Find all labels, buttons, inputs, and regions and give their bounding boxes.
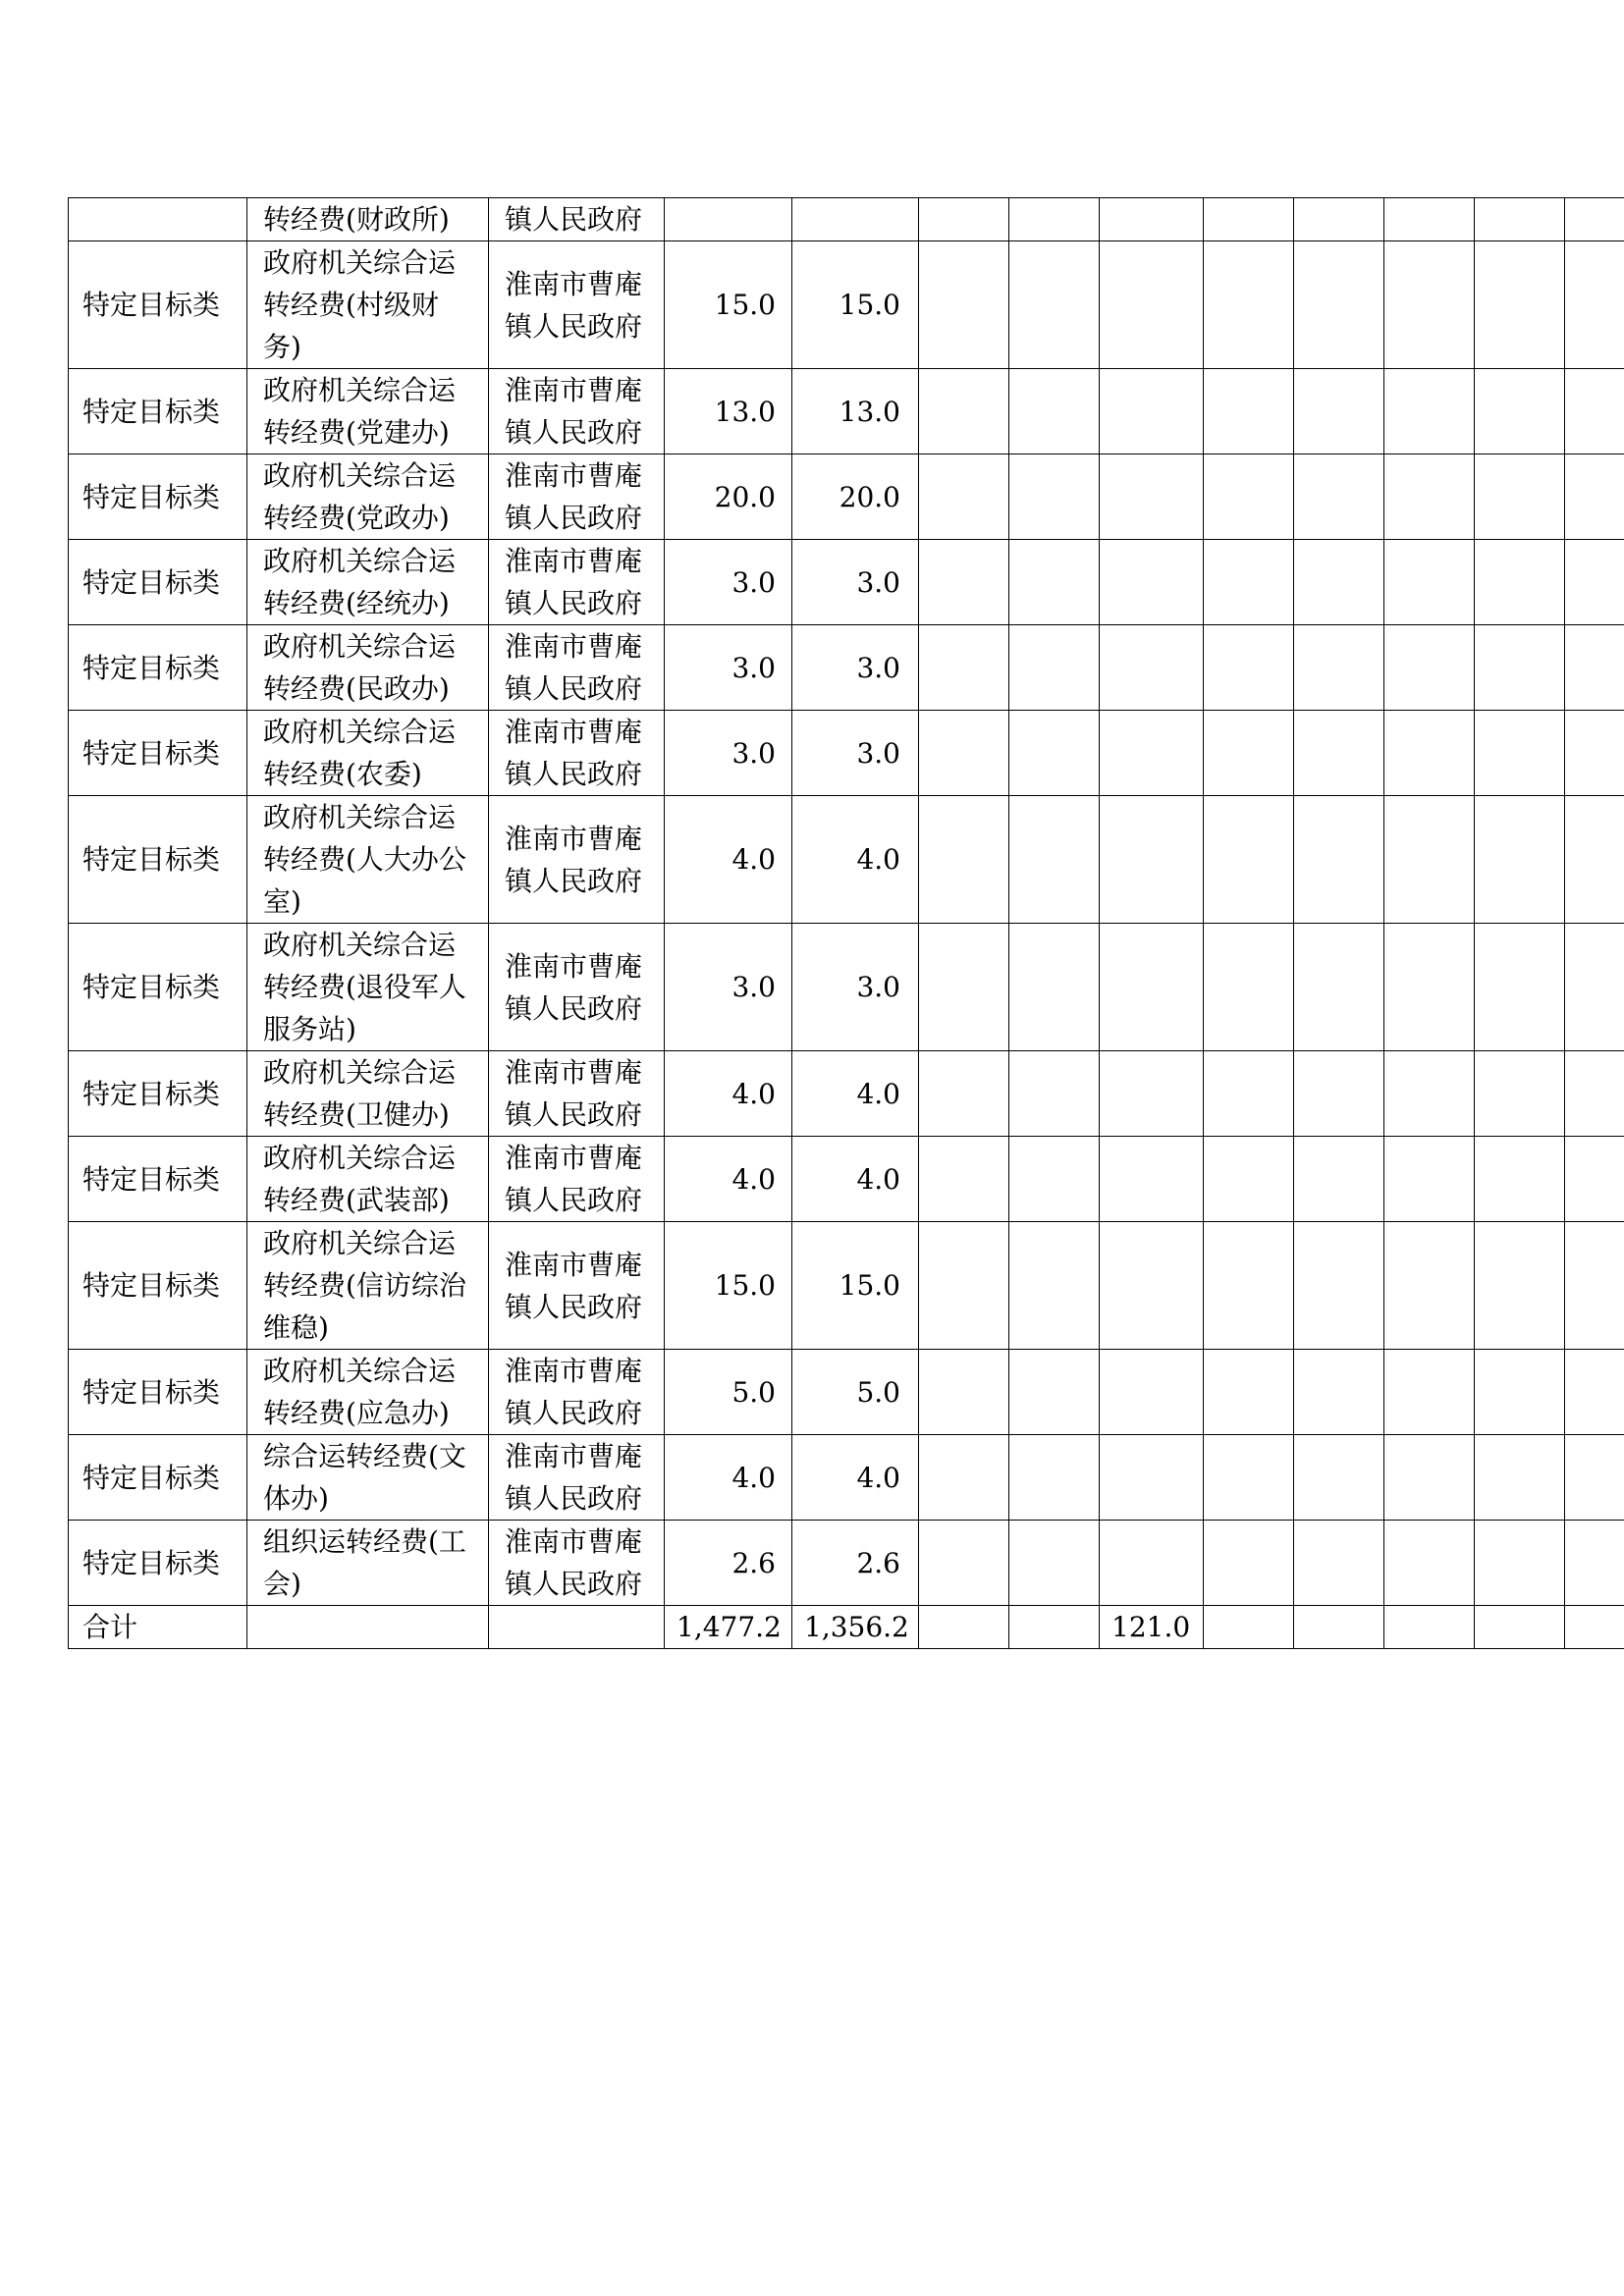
amount-col13-cell	[1565, 1051, 1624, 1137]
totals-total-cell: 1,477.2	[665, 1606, 792, 1649]
amount-col6-cell	[919, 1051, 1009, 1137]
cell-text: 淮南市曹庵镇人民政府	[505, 1355, 643, 1429]
cell-text: 特定目标类	[82, 480, 221, 513]
amount-col5-cell	[792, 540, 919, 625]
total-amount-cell	[665, 924, 792, 1051]
item-cell	[247, 1137, 489, 1222]
amount-col9-cell	[1204, 1137, 1294, 1222]
table-row	[69, 1137, 1624, 1222]
category-cell	[69, 540, 247, 625]
amount-col9-cell	[1204, 369, 1294, 454]
cell-text: 2.6	[856, 1546, 900, 1579]
amount-col8-cell	[1100, 1435, 1204, 1521]
amount-col9-cell	[1204, 1435, 1294, 1521]
cell-text: 淮南市曹庵镇人民政府	[505, 545, 643, 619]
amount-col10-cell	[1294, 796, 1384, 924]
cell-text: 特定目标类	[82, 1077, 221, 1110]
amount-col8-cell	[1100, 625, 1204, 711]
cell-text: 3.0	[731, 736, 776, 770]
amount-col7-cell	[1009, 625, 1100, 711]
amount-col5-cell	[792, 1051, 919, 1137]
amount-col13-cell	[1565, 625, 1624, 711]
amount-col5-cell	[792, 625, 919, 711]
cell-text: 15.0	[839, 289, 900, 321]
table-row	[69, 198, 1624, 241]
amount-col5-cell	[792, 241, 919, 369]
category-cell	[69, 1222, 247, 1350]
cell-text: 3.0	[731, 565, 776, 599]
amount-col9-cell	[1204, 1521, 1294, 1606]
amount-col13-cell	[1565, 198, 1624, 241]
amount-col5-cell	[792, 711, 919, 796]
cell-text: 政府机关综合运转经费(退役军人服务站)	[263, 929, 466, 1045]
amount-col9-cell	[1204, 241, 1294, 369]
amount-col7-cell	[1009, 369, 1100, 454]
unit-cell	[489, 796, 665, 924]
cell-text: 4.0	[856, 843, 900, 876]
total-amount-cell	[665, 1222, 792, 1350]
totals-c9-cell	[1204, 1606, 1294, 1649]
amount-col12-cell	[1475, 796, 1565, 924]
amount-col11-cell	[1384, 1350, 1475, 1435]
amount-col11-cell	[1384, 711, 1475, 796]
amount-col7-cell	[1009, 1051, 1100, 1137]
total-amount-cell	[665, 796, 792, 924]
amount-col10-cell	[1294, 1222, 1384, 1350]
amount-col6-cell	[919, 241, 1009, 369]
cell-text: 3.0	[731, 651, 776, 684]
amount-col13-cell	[1565, 1350, 1624, 1435]
amount-col12-cell	[1475, 1222, 1565, 1350]
item-cell	[247, 1435, 489, 1521]
amount-col11-cell	[1384, 198, 1475, 241]
amount-col12-cell	[1475, 198, 1565, 241]
amount-col5-cell	[792, 1350, 919, 1435]
cell-text: 特定目标类	[82, 565, 221, 599]
total-amount-cell	[665, 369, 792, 454]
amount-col9-cell	[1204, 1051, 1294, 1137]
unit-cell	[489, 241, 665, 369]
cell-text: 13.0	[839, 395, 900, 428]
amount-col6-cell	[919, 625, 1009, 711]
unit-cell	[489, 1051, 665, 1137]
unit-cell	[489, 924, 665, 1051]
amount-col11-cell	[1384, 796, 1475, 924]
item-cell	[247, 454, 489, 540]
cell-text: 2.6	[731, 1546, 776, 1579]
cell-text: 政府机关综合运转经费(卫健办)	[263, 1056, 457, 1131]
amount-col7-cell	[1009, 1521, 1100, 1606]
amount-col10-cell	[1294, 924, 1384, 1051]
totals-unit-cell	[489, 1606, 665, 1649]
table-row	[69, 1435, 1624, 1521]
cell-text: 3.0	[856, 736, 900, 770]
category-cell	[69, 1051, 247, 1137]
amount-col7-cell	[1009, 1222, 1100, 1350]
amount-col9-cell	[1204, 540, 1294, 625]
cell-text: 特定目标类	[82, 1375, 221, 1409]
amount-col8-cell	[1100, 241, 1204, 369]
amount-col8-cell	[1100, 540, 1204, 625]
total-amount-cell	[665, 1521, 792, 1606]
cell-text: 5.0	[731, 1375, 776, 1409]
item-cell	[247, 369, 489, 454]
cell-text: 15.0	[714, 289, 776, 321]
cell-text: 3.0	[856, 651, 900, 684]
table-row	[69, 796, 1624, 924]
total-amount-cell	[665, 1137, 792, 1222]
cell-text: 4.0	[731, 1077, 776, 1110]
unit-cell	[489, 1222, 665, 1350]
unit-cell	[489, 1137, 665, 1222]
amount-col8-cell	[1100, 198, 1204, 241]
table-row	[69, 1222, 1624, 1350]
amount-col10-cell	[1294, 1051, 1384, 1137]
amount-col13-cell	[1565, 1137, 1624, 1222]
amount-col6-cell	[919, 369, 1009, 454]
cell-text: 4.0	[731, 843, 776, 876]
cell-text: 淮南市曹庵镇人民政府	[505, 1142, 643, 1216]
category-cell	[69, 924, 247, 1051]
totals-c12-cell	[1475, 1606, 1565, 1649]
amount-col9-cell	[1204, 454, 1294, 540]
amount-col10-cell	[1294, 711, 1384, 796]
item-cell	[247, 540, 489, 625]
cell-text: 3.0	[856, 565, 900, 599]
cell-text: 淮南市曹庵镇人民政府	[505, 822, 643, 897]
table-row	[69, 625, 1624, 711]
cell-text: 特定目标类	[82, 289, 221, 321]
cell-text: 4.0	[856, 1077, 900, 1110]
unit-cell	[489, 625, 665, 711]
amount-col13-cell	[1565, 711, 1624, 796]
item-cell	[247, 1222, 489, 1350]
amount-col8-cell	[1100, 369, 1204, 454]
amount-col6-cell	[919, 1222, 1009, 1350]
cell-text: 5.0	[856, 1375, 900, 1409]
amount-col9-cell	[1204, 796, 1294, 924]
cell-text: 淮南市曹庵镇人民政府	[505, 716, 643, 790]
category-cell	[69, 625, 247, 711]
amount-col13-cell	[1565, 924, 1624, 1051]
item-cell	[247, 796, 489, 924]
cell-text: 淮南市曹庵镇人民政府	[505, 630, 643, 705]
cell-text: 特定目标类	[82, 971, 221, 1003]
item-cell	[247, 924, 489, 1051]
cell-text: 3.0	[856, 971, 900, 1003]
amount-col10-cell	[1294, 540, 1384, 625]
cell-text: 3.0	[731, 971, 776, 1003]
amount-col8-cell	[1100, 1137, 1204, 1222]
amount-col5-cell	[792, 796, 919, 924]
cell-text: 特定目标类	[82, 843, 221, 876]
cell-text: 4.0	[856, 1162, 900, 1196]
amount-col12-cell	[1475, 1435, 1565, 1521]
amount-col9-cell	[1204, 625, 1294, 711]
cell-text: 特定目标类	[82, 736, 221, 770]
total-amount-cell	[665, 540, 792, 625]
amount-col13-cell	[1565, 1521, 1624, 1606]
amount-col13-cell	[1565, 241, 1624, 369]
amount-col7-cell	[1009, 540, 1100, 625]
category-cell	[69, 1350, 247, 1435]
amount-col12-cell	[1475, 1137, 1565, 1222]
total-amount-cell	[665, 241, 792, 369]
amount-col5-cell	[792, 924, 919, 1051]
unit-cell	[489, 540, 665, 625]
item-cell	[247, 198, 489, 241]
amount-col10-cell	[1294, 1521, 1384, 1606]
amount-col6-cell	[919, 1137, 1009, 1222]
cell-text: 镇人民政府	[505, 203, 643, 236]
amount-col10-cell	[1294, 1350, 1384, 1435]
amount-col11-cell	[1384, 241, 1475, 369]
cell-text: 淮南市曹庵镇人民政府	[505, 374, 643, 449]
total-amount-cell	[665, 625, 792, 711]
cell-text: 组织运转经费(工会)	[263, 1525, 466, 1600]
cell-text: 政府机关综合运转经费(经统办)	[263, 545, 457, 619]
amount-col10-cell	[1294, 454, 1384, 540]
amount-col5-cell	[792, 369, 919, 454]
totals-c7-cell	[1009, 1606, 1100, 1649]
total-amount-cell	[665, 711, 792, 796]
amount-col11-cell	[1384, 540, 1475, 625]
item-cell	[247, 1051, 489, 1137]
cell-text: 4.0	[731, 1162, 776, 1196]
amount-col5-cell	[792, 1521, 919, 1606]
cell-text: 15.0	[839, 1269, 900, 1302]
amount-col6-cell	[919, 924, 1009, 1051]
amount-col10-cell	[1294, 369, 1384, 454]
cell-text: 特定目标类	[82, 1546, 221, 1579]
cell-text: 综合运转经费(文体办)	[263, 1440, 466, 1515]
amount-col9-cell	[1204, 1222, 1294, 1350]
amount-col11-cell	[1384, 924, 1475, 1051]
cell-text: 15.0	[714, 1269, 776, 1302]
amount-col12-cell	[1475, 625, 1565, 711]
amount-col12-cell	[1475, 540, 1565, 625]
table-body	[69, 198, 1624, 1649]
cell-text: 13.0	[714, 395, 776, 428]
amount-col12-cell	[1475, 1350, 1565, 1435]
amount-col6-cell	[919, 1350, 1009, 1435]
amount-col12-cell	[1475, 369, 1565, 454]
amount-col7-cell	[1009, 796, 1100, 924]
cell-text: 政府机关综合运转经费(人大办公室)	[263, 801, 466, 918]
table-row	[69, 1051, 1624, 1137]
table-row	[69, 1521, 1624, 1606]
totals-c5-cell: 1,356.2	[792, 1606, 919, 1649]
amount-col11-cell	[1384, 1435, 1475, 1521]
amount-col11-cell	[1384, 1521, 1475, 1606]
amount-col10-cell	[1294, 198, 1384, 241]
amount-col7-cell	[1009, 711, 1100, 796]
amount-col8-cell	[1100, 1222, 1204, 1350]
amount-col7-cell	[1009, 1435, 1100, 1521]
unit-cell	[489, 1350, 665, 1435]
total-amount-cell	[665, 1435, 792, 1521]
amount-col5-cell	[792, 1435, 919, 1521]
table-row	[69, 241, 1624, 369]
amount-col7-cell	[1009, 241, 1100, 369]
cell-text: 20.0	[714, 480, 776, 513]
amount-col8-cell	[1100, 1350, 1204, 1435]
amount-col10-cell	[1294, 1137, 1384, 1222]
amount-col13-cell	[1565, 540, 1624, 625]
amount-col7-cell	[1009, 198, 1100, 241]
cell-text: 政府机关综合运转经费(信访综治维稳)	[263, 1227, 466, 1344]
amount-col11-cell	[1384, 625, 1475, 711]
amount-col11-cell	[1384, 454, 1475, 540]
amount-col10-cell	[1294, 241, 1384, 369]
table-row	[69, 711, 1624, 796]
total-amount-cell	[665, 1051, 792, 1137]
amount-col9-cell	[1204, 711, 1294, 796]
amount-col7-cell	[1009, 1350, 1100, 1435]
amount-col13-cell	[1565, 1222, 1624, 1350]
category-cell	[69, 241, 247, 369]
table-row	[69, 369, 1624, 454]
cell-text: 转经费(财政所)	[263, 203, 450, 236]
amount-col8-cell	[1100, 454, 1204, 540]
amount-col5-cell	[792, 198, 919, 241]
cell-text: 特定目标类	[82, 651, 221, 684]
cell-text: 淮南市曹庵镇人民政府	[505, 1248, 643, 1323]
unit-cell	[489, 711, 665, 796]
unit-cell	[489, 1521, 665, 1606]
amount-col6-cell	[919, 796, 1009, 924]
cell-text: 政府机关综合运转经费(武装部)	[263, 1142, 457, 1216]
cell-text: 特定目标类	[82, 395, 221, 428]
totals-c8-cell: 121.0	[1100, 1606, 1204, 1649]
totals-c6-cell	[919, 1606, 1009, 1649]
category-cell	[69, 198, 247, 241]
totals-item-cell	[247, 1606, 489, 1649]
amount-col8-cell	[1100, 1521, 1204, 1606]
cell-text: 特定目标类	[82, 1461, 221, 1494]
cell-text: 淮南市曹庵镇人民政府	[505, 1525, 643, 1600]
cell-text: 4.0	[731, 1461, 776, 1494]
amount-col7-cell	[1009, 1137, 1100, 1222]
cell-text: 政府机关综合运转经费(民政办)	[263, 630, 457, 705]
unit-cell	[489, 1435, 665, 1521]
cell-text: 政府机关综合运转经费(村级财务)	[263, 246, 457, 363]
unit-cell	[489, 369, 665, 454]
totals-c10-cell	[1294, 1606, 1384, 1649]
amount-col12-cell	[1475, 924, 1565, 1051]
amount-col9-cell	[1204, 924, 1294, 1051]
table-row	[69, 454, 1624, 540]
cell-text: 淮南市曹庵镇人民政府	[505, 459, 643, 534]
amount-col12-cell	[1475, 454, 1565, 540]
category-cell	[69, 1435, 247, 1521]
category-cell	[69, 796, 247, 924]
cell-text: 特定目标类	[82, 1269, 221, 1302]
category-cell	[69, 369, 247, 454]
amount-col8-cell	[1100, 924, 1204, 1051]
amount-col12-cell	[1475, 711, 1565, 796]
amount-col12-cell	[1475, 1051, 1565, 1137]
amount-col6-cell	[919, 1521, 1009, 1606]
cell-text: 政府机关综合运转经费(党建办)	[263, 374, 457, 449]
amount-col12-cell	[1475, 241, 1565, 369]
amount-col7-cell	[1009, 924, 1100, 1051]
item-cell	[247, 1350, 489, 1435]
budget-table	[68, 197, 1624, 1649]
amount-col6-cell	[919, 454, 1009, 540]
table-row	[69, 540, 1624, 625]
amount-col6-cell	[919, 711, 1009, 796]
amount-col10-cell	[1294, 625, 1384, 711]
amount-col8-cell	[1100, 711, 1204, 796]
amount-col13-cell	[1565, 796, 1624, 924]
unit-cell	[489, 198, 665, 241]
amount-col8-cell	[1100, 796, 1204, 924]
amount-col11-cell	[1384, 1222, 1475, 1350]
cell-text: 20.0	[839, 480, 900, 513]
amount-col13-cell	[1565, 369, 1624, 454]
totals-c11-cell	[1384, 1606, 1475, 1649]
total-amount-cell	[665, 454, 792, 540]
item-cell	[247, 241, 489, 369]
item-cell	[247, 711, 489, 796]
amount-col13-cell	[1565, 1435, 1624, 1521]
cell-text: 4.0	[856, 1461, 900, 1494]
cell-text: 淮南市曹庵镇人民政府	[505, 1440, 643, 1515]
amount-col5-cell	[792, 1222, 919, 1350]
amount-col6-cell	[919, 198, 1009, 241]
cell-text: 淮南市曹庵镇人民政府	[505, 267, 643, 343]
amount-col5-cell	[792, 1137, 919, 1222]
cell-text: 淮南市曹庵镇人民政府	[505, 1056, 643, 1131]
category-cell	[69, 1521, 247, 1606]
amount-col11-cell	[1384, 1051, 1475, 1137]
category-cell	[69, 454, 247, 540]
amount-col10-cell	[1294, 1435, 1384, 1521]
cell-text: 淮南市曹庵镇人民政府	[505, 949, 643, 1025]
amount-col8-cell	[1100, 1051, 1204, 1137]
total-amount-cell	[665, 198, 792, 241]
amount-col7-cell	[1009, 454, 1100, 540]
item-cell	[247, 625, 489, 711]
unit-cell	[489, 454, 665, 540]
totals-row	[69, 1606, 1624, 1649]
cell-text: 特定目标类	[82, 1162, 221, 1196]
cell-text: 政府机关综合运转经费(农委)	[263, 716, 457, 790]
amount-col11-cell	[1384, 1137, 1475, 1222]
total-amount-cell	[665, 1350, 792, 1435]
category-cell	[69, 711, 247, 796]
amount-col11-cell	[1384, 369, 1475, 454]
table-row	[69, 1350, 1624, 1435]
amount-col5-cell	[792, 454, 919, 540]
totals-label-cell: 合计	[69, 1606, 247, 1649]
amount-col9-cell	[1204, 198, 1294, 241]
table-row	[69, 924, 1624, 1051]
cell-text: 政府机关综合运转经费(应急办)	[263, 1355, 457, 1429]
amount-col9-cell	[1204, 1350, 1294, 1435]
item-cell	[247, 1521, 489, 1606]
amount-col13-cell	[1565, 454, 1624, 540]
category-cell	[69, 1137, 247, 1222]
cell-text: 政府机关综合运转经费(党政办)	[263, 459, 457, 534]
totals-c13-cell	[1565, 1606, 1624, 1649]
amount-col12-cell	[1475, 1521, 1565, 1606]
amount-col6-cell	[919, 540, 1009, 625]
amount-col6-cell	[919, 1435, 1009, 1521]
